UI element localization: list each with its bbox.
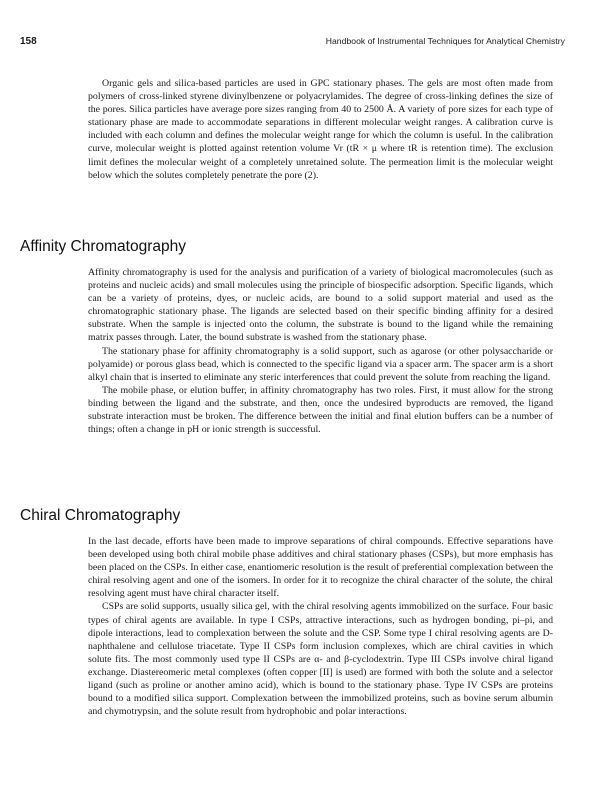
chiral-section (88, 535, 553, 718)
section-heading-chiral: Chiral Chromatography (20, 507, 181, 524)
running-header (20, 36, 565, 47)
intro-section (88, 77, 553, 182)
section-heading-affinity: Affinity Chromatography (20, 238, 186, 255)
paragraph: CSPs are solid supports, usually silica gel, with the chiral resolving agents immobilized on the surface. Four basic types of chiral agents are available. In type I CSPs, attractive interactions, such as hydrogen bonding, pi–pi, and dipole interactions, lead to complexation between the solute and the CSP. Some type I chiral resolving agents are D-naphthalene and cellulose triacetate. Type II CSPs form inclusion complexes, which are chiral cavities in which solute fits. The most commonly used type II CSPs are α- and β-cyclodextrin. Type III CSPs involve chiral ligand exchange. Diastereomeric metal complexes (often copper [II] is used) are formed with both the solute and a selector ligand (such as proline or another amino acid), which is bound to the stationary phase. Type IV CSPs are proteins bound to a modified silica support. Complexation between the immobilized proteins, such as bovine serum albumin and chymotrypsin, and the solute result from hydrophobic and polar interactions. (88, 601, 553, 718)
paragraph: The mobile phase, or elution buffer, in affinity chromatography has two roles. First, it must allow for the strong binding between the ligand and the substrate, and then, once the undesired byproducts are removed, the ligand substrate interaction must be broken. The difference between the initial and final elution buffers can be a number of things; often a change in pH or ionic strength is successful. (88, 384, 553, 436)
paragraph: Organic gels and silica-based particles are used in GPC stationary phases. The gels are most often made from polymers of cross-linked styrene divinylbenzene or polyacrylamides. The degree of cross-linking defines the size of the pores. Silica particles have average pore sizes ranging from 40 to 2500 Å. A variety of pore sizes for each type of stationary phase are made to accommodate separations in different molecular weight ranges. A calibration curve is included with each column and defines the molecular weight range for which the column is useful. In the calibration curve, molecular weight is plotted against retention volume Vr (tR × μ where tR is retention time). The exclusion limit defines the molecular weight of a completely unretained solute. The permeation limit is the molecular weight below which the solutes completely penetrate the pore (2). (88, 78, 553, 181)
paragraph: In the last decade, efforts have been made to improve separations of chiral compounds. Effective separations have been developed using both chiral mobile phase additives and chiral stationary phases (CSPs), but more emphasis has been placed on the CSPs. In either case, enantiomeric resolution is the result of preferential complexation between the chiral resolving agent and one of the isomers. In order for it to recognize the chiral character of the solute, the chiral resolving agent must have chiral character itself. (88, 536, 553, 600)
paragraph: Affinity chromatography is used for the analysis and purification of a variety of biological macromolecules (such as proteins and nucleic acids) and small molecules using the principle of biospecific adsorption. Specific ligands, which can be a variety of proteins, dyes, or nucleic acids, are bound to a solid support material and used as the chromatographic stationary phase. The ligands are selected based on their specific binding affinity for a desired substrate. When the sample is injected onto the column, the substrate is bound to the ligand while the remaining matrix passes through. Later, the bound substrate is washed from the stationary phase. (88, 267, 553, 344)
running-title: Handbook of Instrumental Techniques for Analytical Chemistry (325, 36, 565, 46)
page-number: 158 (20, 36, 37, 47)
affinity-section (88, 266, 553, 436)
paragraph: The stationary phase for affinity chromatography is a solid support, such as agarose (or other polysaccharide or polyamide) or porous glass bead, which is connected to the specific ligand via a spacer arm. The spacer arm is a short alkyl chain that is inserted to eliminate any steric interferences that could prevent the solute from reaching the ligand. (88, 345, 553, 383)
